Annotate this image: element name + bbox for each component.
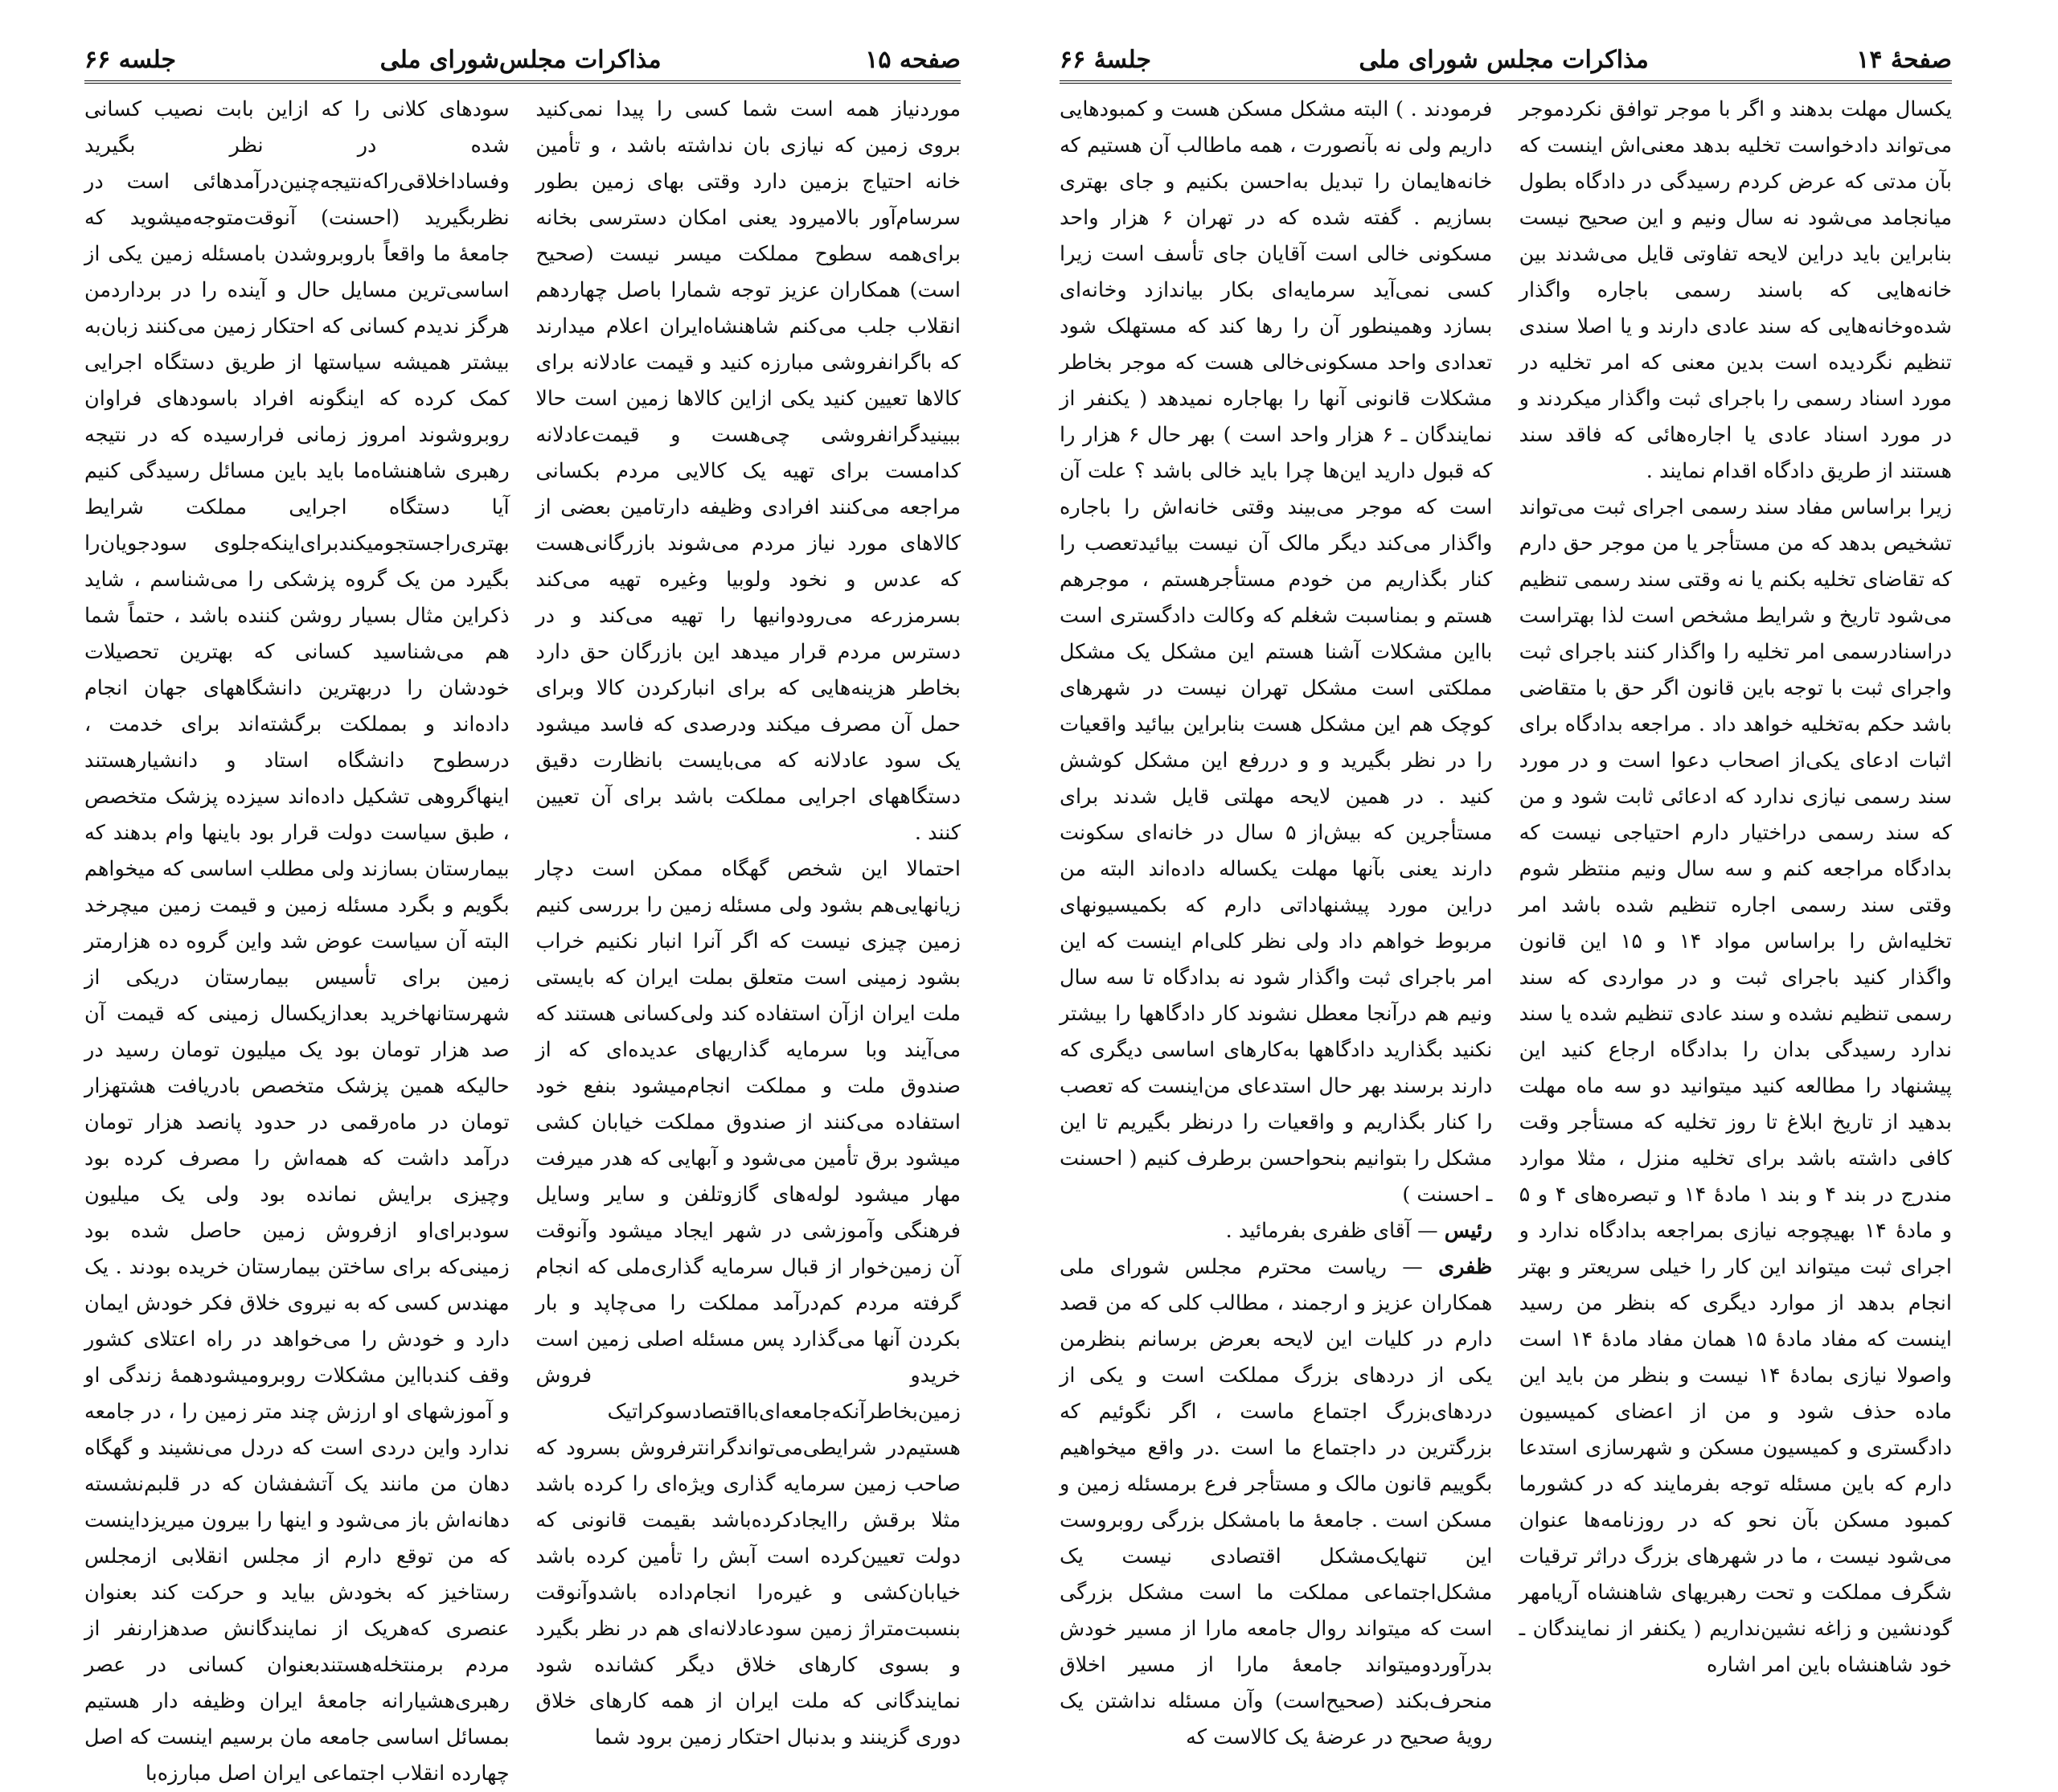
paragraph: زیرا براساس مفاد سند رسمی اجرای ثبت می‌تواند تشخیص بدهد که من مستأجر یا من موجر حق دارم که تقاضای تخلیه بکنم یا نه وقتی سند رسمی تنظیم می‌شود تاریخ و شرایط مشخص است لذا بهتراست دراسنادرسمی امر تخلیه را واگذار کنند باجرای ثبت واجرای ثبت با توجه باین قانون اگر حق با متقاضی باشد حکم به‌تخلیه خواهد داد . مراجعه بدادگاه برای اثبات ادعای یکی‌از اصحاب دعوا است و در مورد سند رسمی نیازی ندارد که ادعائی ثابت شود و من که سند رسمی دراختیار دارم احتیاجی نیست که بدادگاه مراجعه کنم و سه سال ونیم منتظر شوم وقتی سند رسمی اجاره تنظیم شده باشد امر تخلیه‌اش را براساس مواد ۱۴ و ۱۵ این قانون واگذار کنید باجرای ثبت و در مواردی که سند رسمی تنظیم نشده و سند عادی تنظیم شده یا سند ندارد رسیدگی بدان را بدادگاه ارجاع کنید این پیشنهاد را مطالعه کنید میتوانید دو سه ماه مهلت بدهید از تاریخ ابلاغ تا روز تخلیه که مستأجر وقت کافی داشته باشد برای تخلیه منزل ، مثلا موارد مندرج در بند ۴ و بند ۱ مادهٔ ۱۴ و تبصره‌های ۴ و ۵ و مادهٔ ۱۴ بهیچوجه نیازی بمراجعه بدادگاه ندارد و اجرای ثبت میتواند این کار را خیلی سریعتر و بهتر انجام بدهد از موارد دیگری که بنظر من رسید اینست که مفاد مادهٔ ۱۵ همان مفاد مادهٔ ۱۴ است واصولا نیازی بمادهٔ ۱۴ نیست و بنظر من باید این ماده حذف شود و من از اعضای کمیسیون دادگستری و کمیسیون مسکن و شهرسازی استدعا دارم که باین مسئله توجه بفرمایند که در کشورما کمبود مسکن بآن نحو که در روزنامه‌ها عنوان می‌شود نیست ، ما در شهرهای بزرگ دراثر ترقیات شگرف مملکت و تحت رهبریهای شاهنشاه آریامهر گودنشین و زاغه نشین‌نداریم ( یکنفر از نمایندگان ـ خود شاهنشاه باین امر اشاره bbox=[1519, 495, 1953, 1677]
column-left bbox=[1060, 92, 1493, 1749]
page-header bbox=[1060, 39, 1952, 84]
speaker-name: رئیس bbox=[1444, 1219, 1493, 1243]
page-number: صفحه ۱۵ bbox=[865, 45, 961, 74]
column-right bbox=[535, 92, 961, 1749]
paragraph: فرمودند . ) البته مشکل مسکن هست و کمبودهایی داریم ولی نه بآنصورت ، همه ماطالب آن هستیم که خانه‌هایمان را تبدیل به‌احسن بکنیم و جای بهتری بسازیم . گفته شده که در تهران ۶ هزار واحد مسکونی خالی است آقایان جای تأسف است زیرا کسی نمی‌آید سرمایه‌ای بکار بیاندازد وخانه‌ای بسازد وهمینطور آن را رها کند که مستهلک شود تعدادی واحد مسکونی‌خالی هست که موجر بخاطر مشکلات قانونی آنها را بهاجاره نمیدهد ( یکنفر از نمایندگان ـ ۶ هزار واحد است ) بهر حال ۶ هزار را که قبول دارید این‌ها چرا باید خالی باشد ؟ علت آن است که موجر می‌بیند وقتی خانه‌اش را باجاره واگذار می‌کند دیگر مالک آن نیست بیائیدتعصب را کنار بگذاریم من خودم مستأجرهستم ، موجرهم هستم و بمناسبت شغلم که وکالت دادگستری است بااین مشکلات آشنا هستم این مشکل یک مشکل مملکتی است مشکل تهران نیست در شهرهای کوچک هم این مشکل هست بنابراین بیائید واقعیات را در نظر بگیرید و و دررفع این مشکل کوشش کنید . در همین لایحه مهلتی قایل شدند برای مستأجرین که بیش‌از ۵ سال در خانه‌ای سکونت دارند یعنی بآنها مهلت یکساله داده‌اند البته من دراین مورد پیشنهاداتی دارم که بکمیسیونهای مربوط خواهم داد ولی نظر کلی‌ام اینست که این امر باجرای ثبت واگذار شود نه بدادگاه تا سه سال ونیم هم درآنجا معطل نشوند کار دادگاهها را بیشتر نکنید بگذارید دادگاهها به‌کارهای اساسی دیگری که دارند برسند بهر حال استدعای من‌اینست که تعصب را کنار بگذاریم و واقعیات را درنظر بگیریم تا این مشکل را بتوانیم بنحواحسن برطرف کنیم ( احسنت ـ احسنت ) bbox=[1060, 97, 1493, 1207]
paragraph: موردنیاز همه است شما کسی را پیدا نمی‌کنید بروی زمین که نیازی بان نداشته باشد ، و تأمین خانه احتیاج بزمین دارد وقتی بهای زمین بطور سرسام‌آور بالامیرود یعنی امکان دسترسی بخانه برای‌همه سطوح مملکت میسر نیست (صحیح است) همکاران عزیز توجه شمارا باصل چهاردهم انقلاب جلب می‌کنم شاهنشاه‌ایران اعلام میدارند که باگرانفروشی مبارزه کنید و قیمت عادلانه برای کالاها تعیین کنید یکی ازاین کالاها زمین است حالا ببینیدگرانفروشی چی‌هست و قیمت‌عادلانه کدامست برای تهیه یک کالایی مردم بکسانی مراجعه می‌کنند افرادی وظیفه دارتامین بعضی از کالاهای مورد نیاز مردم می‌شوند بازرگانی‌هست که عدس و نخود ولوبیا وغیره تهیه می‌کند بسرمزرعه می‌رودوانیها را تهیه می‌کند و در دسترس مردم قرار میدهد این بازرگان حق دارد بخاطر هزینه‌هایی که برای انبارکردن کالا وبرای حمل آن مصرف میکند ودرصدی که فاسد میشود یک سود عادلانه که می‌بایست بانظارت دقیق دستگاههای اجرایی مملکت باشد برای آن تعیین کنند . bbox=[535, 97, 961, 845]
speaker-line bbox=[1060, 1213, 1492, 1249]
page-15 bbox=[84, 39, 961, 1786]
speaker-text: — ریاست محترم مجلس شورای ملی همکاران عزیز و ارجمند ، مطالب کلی که من قصد دارم در کلیات این لایحه بعرض برسانم بنظرمن یکی از دردهای بزرگ مملکت است و یکی از دردهای‌بزرگ اجتماع ماست ، اگر نگوئیم که بزرگترین در داجتماع ما است .در واقع میخواهیم بگوییم قانون مالک و مستأجر فرع برمسئله زمین و مسکن است . جامعهٔ ما بامشکل بزرگی روبروست این تنهایک‌مشکل اقتصادی نیست یک مشکل‌اجتماعی مملکت ما است مشکل بزرگی است که میتواند روال جامعه مارا از مسیر خودش بدرآوردومیتواند جامعهٔ مارا از مسیر اخلاق منحرف‌بکند (صحیح‌است) وآن مسئله نداشتن یک رویهٔ صحیح در عرضهٔ یک کالاست که bbox=[1060, 1255, 1493, 1749]
page-14 bbox=[1060, 39, 1953, 1749]
paragraph: سودهای کلانی را که ازاین بابت نصیب کسانی شده در نظر بگیرید وفساداخلاقی‌راکه‌نتیجه‌چنین‌درآمدهائی است در نظربگیرید (احسنت) آنوقت‌متوجه‌میشوید که جامعهٔ ما واقعاً باروبروشدن بامسئله زمین یکی از اساسی‌ترین مسایل حال و آینده را در برداردمن هرگز ندیدم کسانی که احتکار زمین می‌کنند زبان‌به بیشتر همیشه سیاستها از طریق دستگاه اجرایی کمک کرده که اینگونه افراد باسودهای فراوان روبروشوند امروز زمانی فرارسیده که در نتیجه رهبری شاهنشاه‌ما باید باین مسائل رسیدگی کنیم آیا دستگاه اجرایی مملکت شرایط بهتری‌راجستجومیکند‌برای‌اینکه‌جلوی سودجویان‌را بگیرد من یک گروه پزشکی را می‌شناسم ، شاید ذکراین مثال بسیار روشن کننده باشد ، حتماً شما هم می‌شناسید کسانی که بهترین تحصیلات خودشان را دربهترین دانشگاههای جهان انجام داده‌اند و بمملکت برگشته‌اند برای خدمت ، درسطوح دانشگاه استاد و دانشیارهستند اینهاگروهی تشکیل داده‌اند سیزده پزشک متخصص ، طبق سیاست دولت قرار بود باینها وام بدهند که بیمارستان بسازند ولی مطلب اساسی که میخواهم بگویم و بگرد مسئله زمین و قیمت زمین میچرخد البته آن سیاست عوض شد واین گروه ده هزارمتر زمین برای تأسیس بیمارستان دریکی از شهرستانهاخرید بعدازیکسال زمینی که قیمت آن صد هزار تومان بود یک میلیون تومان رسید در حالیکه همین پزشک متخصص بادریافت هشتهزار تومان در ماه‌رقمی در حدود پانصد هزار تومان درآمد داشت که همه‌اش را مصرف کرده بود وچیزی برایش نمانده بود ولی یک میلیون سودبرای‌او ازفروش زمین حاصل شده بود زمینی‌که برای ساختن بیمارستان خریده بودند . یک مهندس کسی که به نیروی خلاق فکر خودش ایمان دارد و خودش را می‌خواهد در راه اعتلای کشور وقف کندبااین مشکلات روبرومیشود‌همهٔ زندگی او و آموزشهای او ارزش چند متر زمین را ، در جامعه ندارد واین دردی است که دردل می‌نشیند و گهگاه دهان من مانند یک آتشفشان که در قلبم‌نشسته دهانه‌اش باز می‌شود و اینها را بیرون میریزداینست که من توقع دارم از مجلس انقلابی ازمجلس رستاخیز که بخودش بیاید و حرکت کند بعنوان عنصری که‌هریک از نمایندگانش صدهزارنفر از مردم برمنتخله‌هستندبعنوان کسانی در عصر رهبری‌هشیارانه جامعهٔ ایران وظیفه دار هستیم بمسائل اساسی جامعه مان برسیم اینست که اصل چهارده انقلاب اجتماعی ایران اصل مبارزه‌با bbox=[84, 97, 510, 1786]
speaker-name: ظفری bbox=[1438, 1255, 1493, 1279]
page-number: صفحهٔ ۱۴ bbox=[1856, 45, 1952, 74]
speaker-text: — آقای ظفری بفرمائید . bbox=[1225, 1219, 1438, 1243]
paragraph: یکسال مهلت بدهند و اگر با موجر توافق نکردموجر می‌تواند دادخواست تخلیه بدهد معنی‌اش اینست که بآن مدتی که عرض کردم رسیدگی در دادگاه بطول میانجامد می‌شود نه سال ونیم و این صحیح نیست بنابراین باید دراین لایحه تفاوتی قایل می‌شدند بین خانه‌هایی که باسند رسمی باجاره واگذار شده‌وخانه‌هایی که سند عادی دارند و یا اصلا سندی تنظیم نگردیده است بدین معنی که امر تخلیه در مورد اسناد رسمی را باجرای ثبت واگذار میکردند و در مورد اسناد عادی یا اجاره‌هائی که فاقد سند هستند از طریق دادگاه اقدام نمایند . bbox=[1519, 97, 1952, 483]
text-columns bbox=[1060, 92, 1953, 1749]
running-title: مذاکرات مجلس‌شورای ملی bbox=[379, 45, 662, 74]
running-title: مذاکرات مجلس شورای ملی bbox=[1359, 45, 1649, 74]
session-number: جلسه ۶۶ bbox=[84, 45, 177, 74]
speaker-line bbox=[1060, 1249, 1492, 1756]
page-header bbox=[84, 39, 961, 84]
text-columns bbox=[84, 92, 961, 1786]
paragraph: احتمالا این شخص گهگاه ممکن است دچار زیانهایی‌هم بشود ولی مسئله زمین را بررسی کنیم زمین چیزی نیست که اگر آنرا انبار نکنیم خراب بشود زمینی است متعلق بملت ایران که بایستی ملت ایران ازآن استفاده کند ولی‌کسانی هستند که می‌آیند وبا سرمایه گذاریهای عدیده‌ای که از صندوق ملت و مملکت انجام‌میشود بنفع خود استفاده می‌کنند از صندوق مملکت خیابان کشی میشود برق تأمین می‌شود و آبهایی که هدر میرفت مهار میشود لوله‌های گازوتلفن و سایر وسایل فرهنگی وآموزشی در شهر ایجاد میشود وآنوقت آن زمین‌خوار از قبال سرمایه گذاری‌ملی که انجام گرفته مردم کم‌درآمد مملکت را می‌چاپد و بار بکردن آنها می‌گذارد پس مسئله اصلی زمین است خریدو فروش زمین‌بخاطرآنکه‌جامعه‌ای‌بااقتصادسوکراتیک هستیم‌در شرایطی‌می‌تواندگرانترفروش بسرود که صاحب زمین سرمایه گذاری ویژه‌ای را کرده باشد مثلا برقش راایجادکرده‌باشد بقیمت قانونی که دولت تعیین‌کرده است آبش را تأمین کرده باشد خیابان‌کشی و غیره‌را انجام‌داده باشدوآنوقت بنسبت‌متراژ زمین سودعادلانه‌ای هم در نظر بگیرد و بسوی کارهای خلاق دیگر کشانده شود نمایندگانی که ملت ایران از همه کارهای خلاق دوری گزینند و بدنبال احتکار زمین برود شما bbox=[535, 857, 961, 1749]
column-right bbox=[1519, 92, 1953, 1677]
column-left bbox=[84, 92, 510, 1786]
session-number: جلسهٔ ۶۶ bbox=[1060, 45, 1152, 74]
